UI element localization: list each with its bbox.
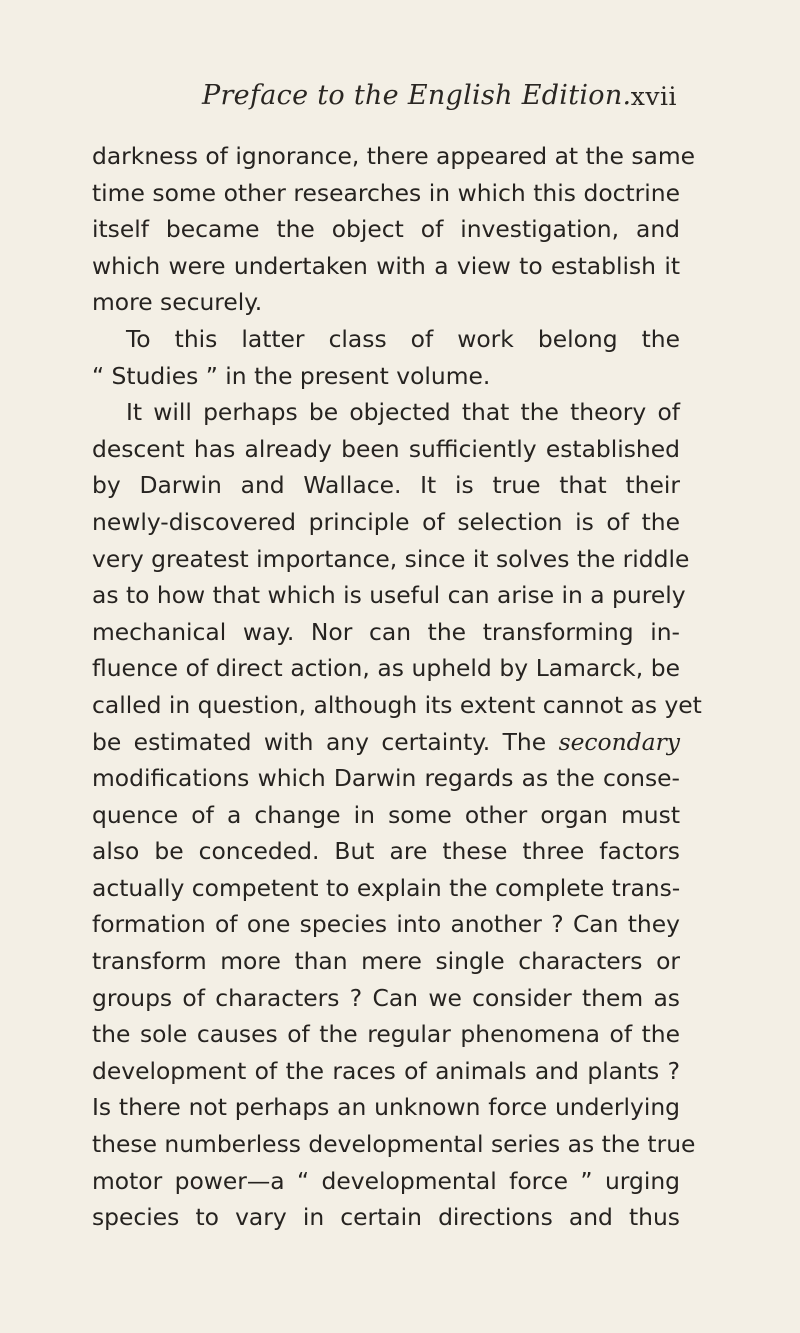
text-line: mechanical way. Nor can the transforming in- (92, 617, 680, 646)
text-line: “ Studies ” in the present volume. (92, 361, 491, 390)
text-line: descent has already been sufficiently established (92, 434, 680, 463)
text-line: formation of one species into another ? Can they (92, 910, 680, 939)
text-line: transform more than mere single characters or (92, 947, 680, 976)
body-text (92, 138, 702, 1236)
text-line: time some other researches in which this doctrine (92, 178, 680, 207)
text-line: very greatest importance, since it solves the riddle (92, 544, 690, 573)
text-line: as to how that which is useful can arise in a purely (92, 581, 686, 610)
text-line: development of the races of animals and plants ? (92, 1056, 680, 1085)
text-line: modifications which Darwin regards as the conse- (92, 764, 680, 793)
text-line: groups of characters ? Can we consider them as (92, 983, 680, 1012)
running-head (92, 76, 677, 116)
text-line: also be conceded. But are these three factors (92, 837, 680, 866)
text-line: more securely. (92, 288, 263, 317)
text-line: motor power—a “ developmental force ” urging (92, 1166, 680, 1195)
text-line-with-italic (92, 724, 680, 761)
italic-word: secondary (558, 727, 680, 756)
page-number: xvii (630, 82, 677, 111)
text-line: the sole causes of the regular phenomena of the (92, 1020, 680, 1049)
paragraph-start-line: It will perhaps be objected that the theory of (126, 398, 680, 427)
text-line: newly-discovered principle of selection is of the (92, 507, 680, 536)
text-line: itself became the object of investigation, and (92, 215, 680, 244)
text-line: quence of a change in some other organ must (92, 800, 680, 829)
text-line: darkness of ignorance, there appeared at the same (92, 142, 696, 170)
running-title: Preface to the English Edition. (202, 80, 632, 111)
text-line: by Darwin and Wallace. It is true that their (92, 471, 680, 500)
text-line: called in question, although its extent cannot as yet (92, 690, 702, 719)
text-line: fluence of direct action, as upheld by Lamarck, be (92, 654, 680, 683)
text-line: Is there not perhaps an unknown force underlying (92, 1093, 680, 1122)
text-line: actually competent to explain the complete trans- (92, 873, 681, 902)
paragraph-start-line: To this latter class of work belong the (126, 324, 680, 353)
text-line: species to vary in certain directions and thus (92, 1203, 680, 1232)
line-text: be estimated with any certainty. The (92, 727, 559, 756)
text-line: these numberless developmental series as the true (92, 1130, 696, 1159)
text-line: which were undertaken with a view to establish it (92, 251, 680, 280)
